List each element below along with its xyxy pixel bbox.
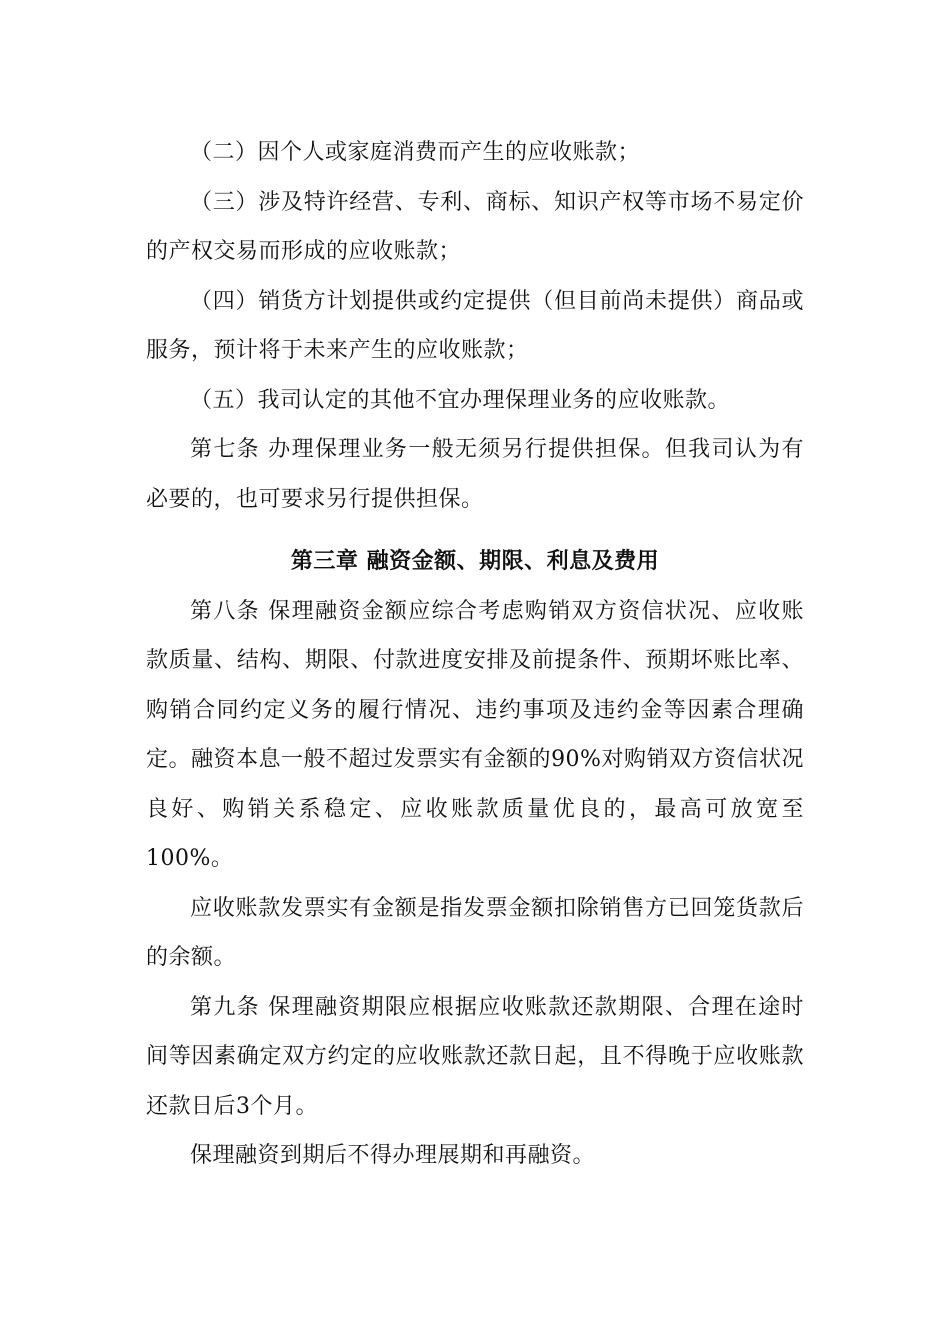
article-8: 第八条 保理融资金额应综合考虑购销双方资信状况、应收账款质量、结构、期限、付款进度安排及前提条件、预期坏账比率、购销合同约定义务的履行情况、违约事项及违约金等因素合理确定。融资本息一般不超过发票实有金额的90%对购销双方资信状况良好、购销关系稳定、应收账款质量优良的，最高可放宽至100%。: [146, 598, 804, 871]
clause-item-4: （四）销货方计划提供或约定提供（但目前尚未提供）商品或服务，预计将于未来产生的应收账款；: [146, 288, 804, 363]
article-9: 第九条 保理融资期限应根据应收账款还款期限、合理在途时间等因素确定双方约定的应收账款还款日起，且不得晚于应收账款还款日后3个月。: [146, 994, 804, 1119]
article-9-extension-rule: 保理融资到期后不得办理展期和再融资。: [190, 1143, 596, 1168]
clause-item-5: （五）我司认定的其他不宜办理保理业务的应收账款。: [190, 387, 731, 413]
clause-item-3: （三）涉及特许经营、专利、商标、知识产权等市场不易定价的产权交易而形成的应收账款；: [146, 189, 804, 264]
document-body: [146, 128, 804, 1181]
chapter-heading: 第三章 融资金额、期限、利息及费用: [290, 548, 660, 574]
clause-item-2: （二）因个人或家庭消费而产生的应收账款；: [190, 140, 641, 165]
article-7: 第七条 办理保理业务一般无须另行提供担保。但我司认为有必要的，也可要求另行提供担保。: [146, 437, 804, 512]
article-8-definition: 应收账款发票实有金额是指发票金额扣除销售方已回笼货款后的余额。: [146, 895, 804, 970]
